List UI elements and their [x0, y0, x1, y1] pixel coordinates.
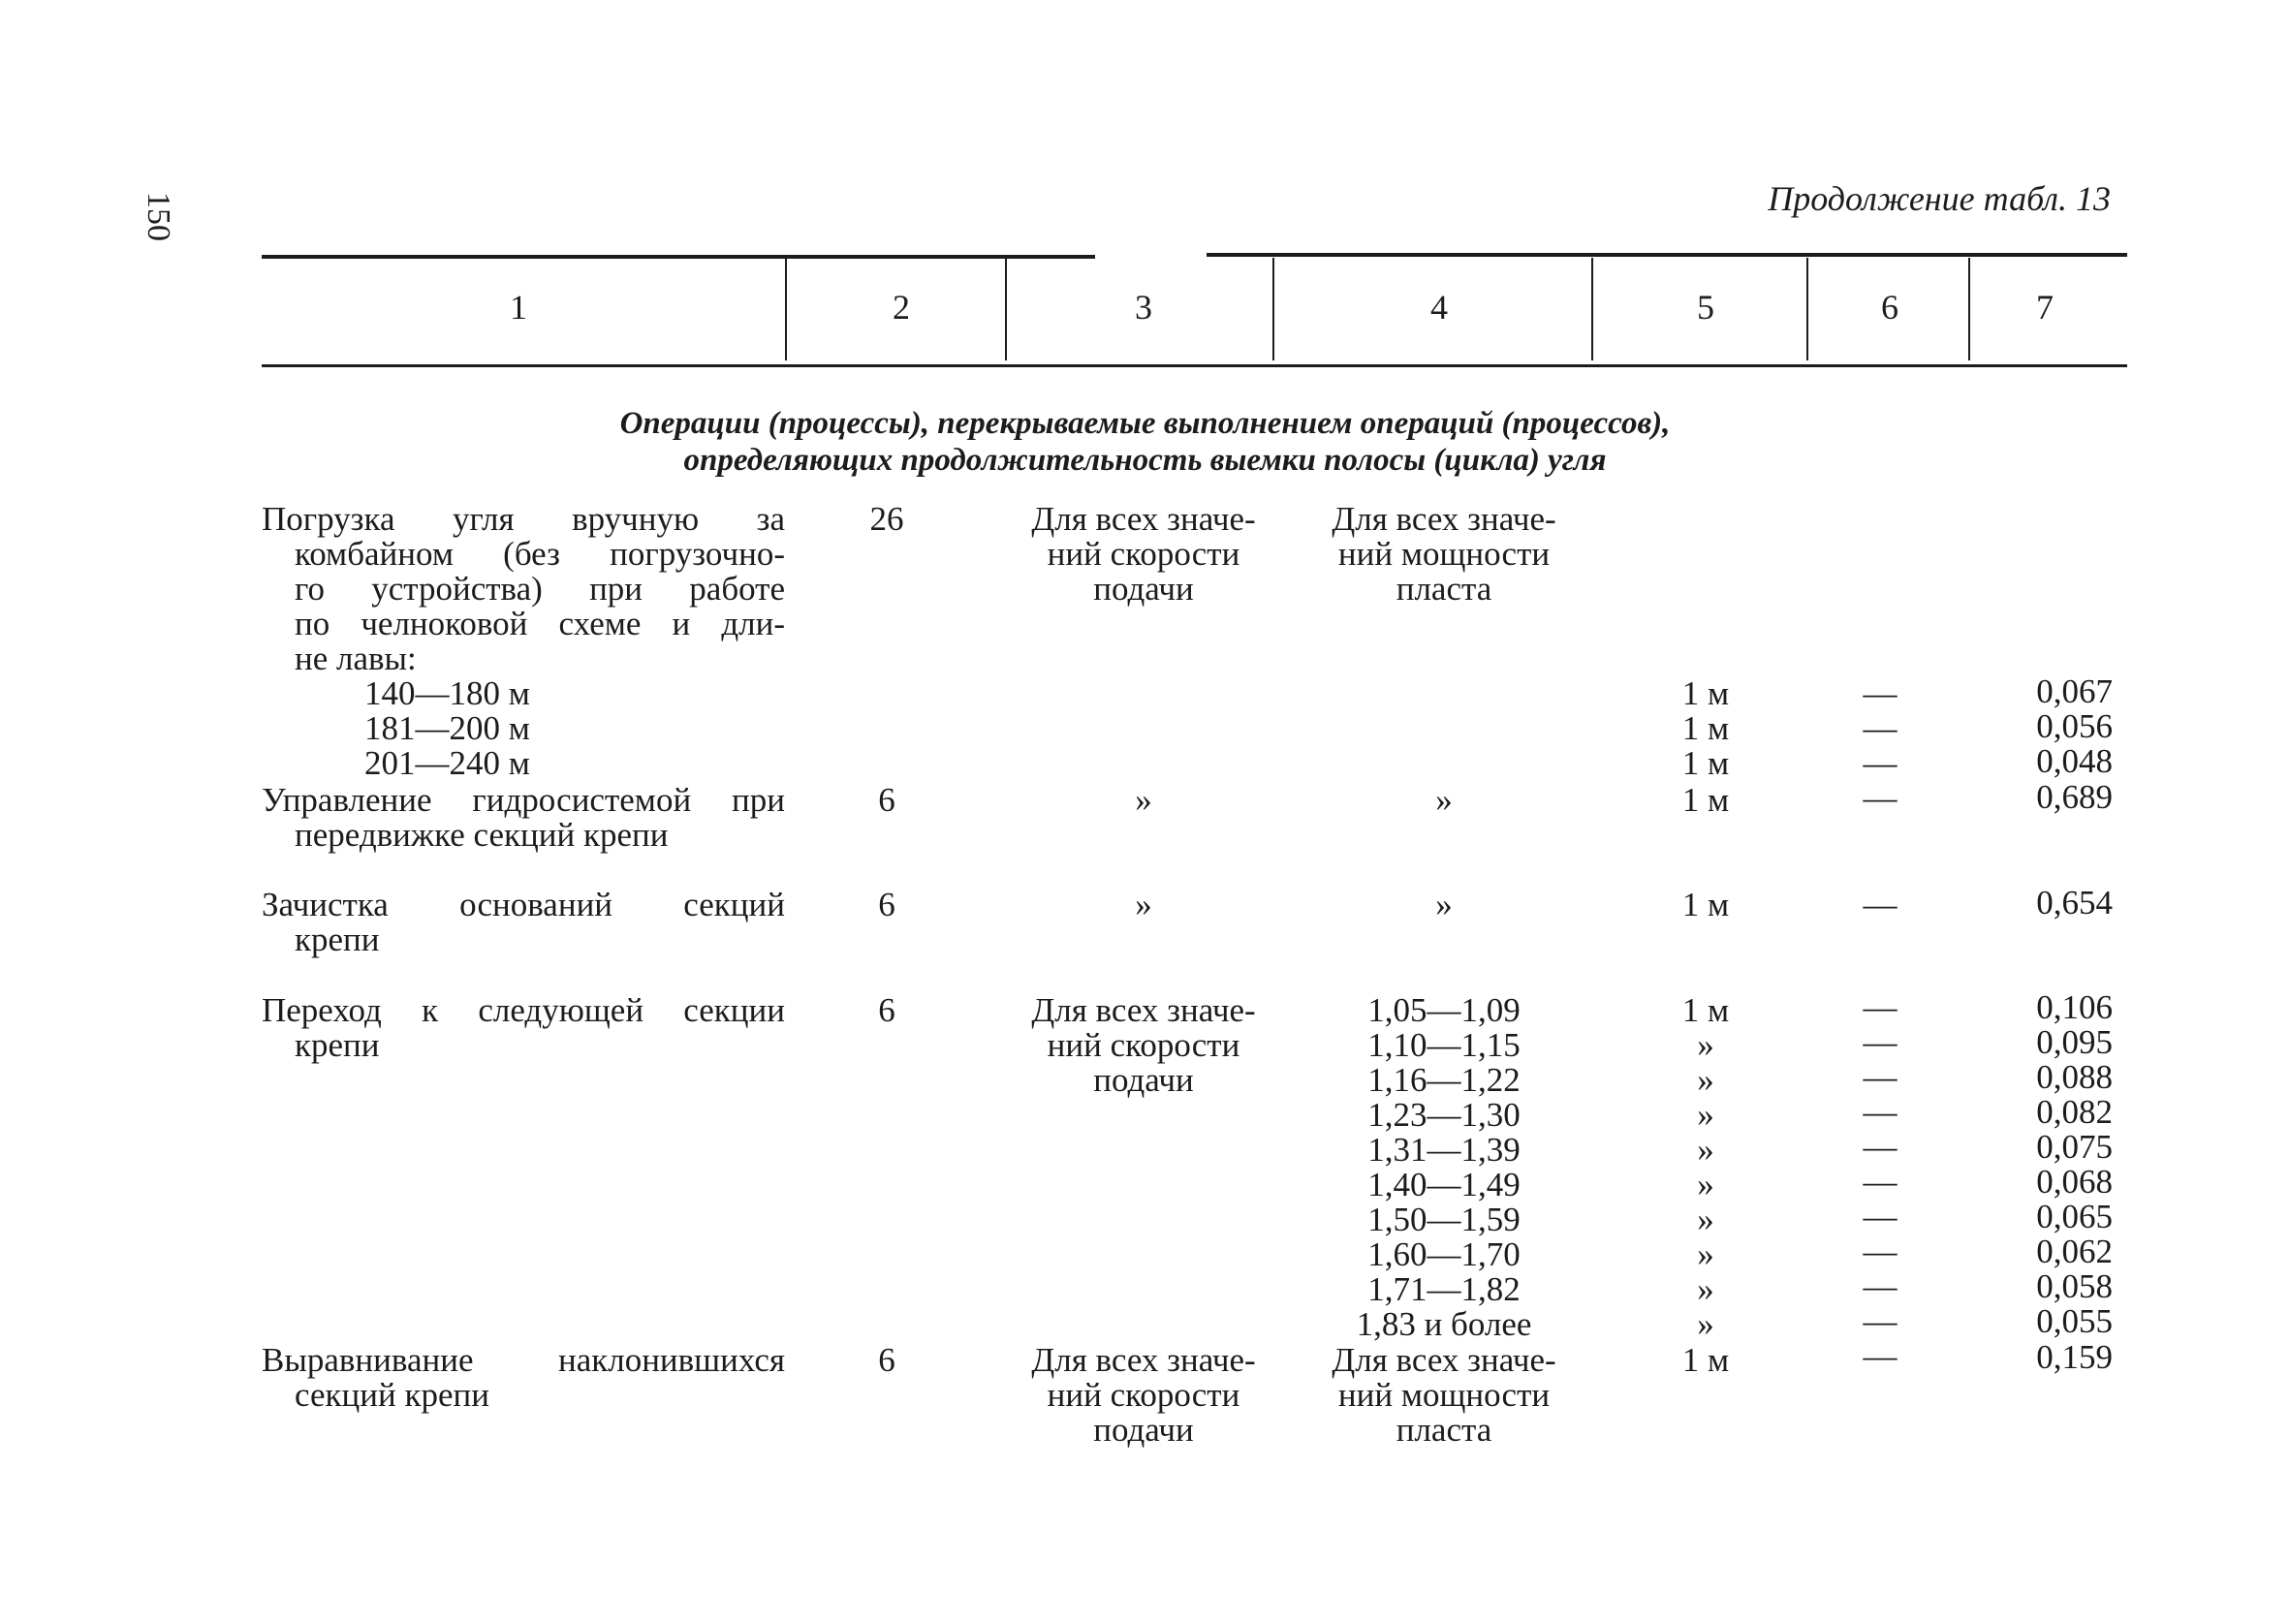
- cell-line: Для всех значе-: [1031, 991, 1256, 1029]
- cell-line: 0,075: [2036, 1128, 2113, 1166]
- column-header-5: 5: [1697, 288, 1714, 327]
- cell-col4: [1299, 502, 1589, 607]
- cell-line: 0,065: [2036, 1198, 2113, 1235]
- section-title-line: определяющих продолжительность выемки полосы (цикла) угля: [683, 443, 1607, 478]
- cell-line: —: [1863, 1023, 1898, 1061]
- cell-line: 0,068: [2036, 1163, 2113, 1201]
- cell-line: »: [1697, 1131, 1714, 1169]
- cell-line: 1 м: [1681, 709, 1730, 747]
- cell-line: 1 м: [1681, 991, 1730, 1029]
- cell-line: 1,16—1,22: [1367, 1061, 1521, 1099]
- cell-line: Для всех значе-: [1332, 500, 1556, 538]
- seam-thickness-list: [1299, 993, 1589, 1342]
- cell-line: 1,31—1,39: [1367, 1131, 1521, 1169]
- cell-line: —: [1863, 1267, 1898, 1305]
- cell-col5: 1 м: [1681, 781, 1730, 819]
- cell-line: 1,05—1,09: [1367, 991, 1521, 1029]
- operation-text-line: го устройства) при работе: [295, 570, 785, 608]
- cell-col4: »: [1435, 781, 1453, 819]
- cell-line: 1,23—1,30: [1367, 1096, 1521, 1134]
- cell-line: 1,40—1,49: [1367, 1166, 1521, 1203]
- cell-line: пласта: [1396, 570, 1492, 608]
- operation-text-line: Выравнивание наклонившихся: [262, 1341, 785, 1379]
- cell-col3: [998, 502, 1289, 607]
- cell-line: ний мощности: [1337, 535, 1551, 573]
- cell-col7: 0,159: [2036, 1338, 2113, 1376]
- face-length-list: [364, 676, 530, 781]
- cell-line: »: [1697, 1270, 1714, 1308]
- cell-line: ний скорости: [1047, 1376, 1240, 1414]
- operation-text-line: не лавы:: [295, 640, 417, 677]
- header-top-rule-right: [1207, 253, 2127, 257]
- cell-line: —: [1863, 1198, 1898, 1235]
- face-length-item: 181—200 м: [364, 709, 530, 747]
- cell-line: 1,71—1,82: [1367, 1270, 1521, 1308]
- cell-line: »: [1697, 1166, 1714, 1203]
- cell-col2: 6: [878, 781, 895, 819]
- cell-col3: »: [1135, 781, 1152, 819]
- cell-line: —: [1863, 1302, 1898, 1340]
- header-divider: [1591, 258, 1593, 360]
- cell-line: »: [1697, 1026, 1714, 1064]
- operation-move-to-next-section: [262, 993, 785, 1063]
- column-header-4: 4: [1430, 288, 1448, 327]
- cell-line: 1 м: [1681, 674, 1730, 712]
- operation-text-line: Погрузка угля вручную за: [262, 500, 785, 538]
- cell-col4: »: [1435, 886, 1453, 923]
- column-header-7: 7: [2036, 288, 2054, 327]
- cell-col4: [1299, 1343, 1589, 1448]
- cell-line: пласта: [1396, 1411, 1492, 1449]
- cell-line: 0,095: [2036, 1023, 2113, 1061]
- cell-col5: 1 м: [1681, 886, 1730, 923]
- cell-line: »: [1697, 1096, 1714, 1134]
- cell-line: Для всех значе-: [1031, 500, 1256, 538]
- cell-col6: —: [1863, 886, 1898, 923]
- cell-col7: [1987, 990, 2113, 1339]
- cell-col3: [998, 1343, 1289, 1448]
- header-divider: [1005, 258, 1007, 360]
- operation-text-line: крепи: [295, 1026, 380, 1064]
- cell-col5: [1647, 993, 1764, 1342]
- operation-text-line: по челноковой схеме и дли-: [295, 605, 785, 642]
- cell-line: »: [1697, 1235, 1714, 1273]
- face-length-item: 201—240 м: [364, 744, 530, 782]
- cell-col2: 6: [878, 1341, 895, 1379]
- cell-line: ний скорости: [1047, 1026, 1240, 1064]
- cell-col6: [1841, 990, 1919, 1339]
- cell-line: 0,067: [2036, 672, 2113, 710]
- operation-hydraulic-control: [262, 783, 785, 853]
- cell-col7: [1987, 674, 2113, 779]
- cell-col6: —: [1863, 779, 1898, 817]
- cell-line: »: [1697, 1305, 1714, 1343]
- cell-line: 0,055: [2036, 1302, 2113, 1340]
- face-length-item: 140—180 м: [364, 674, 530, 712]
- cell-line: 1,83 и более: [1356, 1305, 1532, 1343]
- cell-line: »: [1697, 1201, 1714, 1238]
- section-title: [0, 405, 2290, 479]
- cell-line: 1,10—1,15: [1367, 1026, 1521, 1064]
- page-number: 150: [141, 192, 176, 241]
- cell-line: 0,056: [2036, 707, 2113, 745]
- cell-line: подачи: [1093, 570, 1194, 608]
- operation-text-line: Зачистка оснований секций: [262, 886, 785, 923]
- operation-text-line: крепи: [295, 921, 380, 958]
- column-header-2: 2: [893, 288, 910, 327]
- header-bottom-rule: [262, 364, 2127, 367]
- cell-line: Для всех значе-: [1332, 1341, 1556, 1379]
- cell-line: ний скорости: [1047, 535, 1240, 573]
- table-continuation-caption: Продолжение табл. 13: [1768, 179, 2111, 218]
- section-title-line: Операции (процессы), перекрываемые выполнением операций (процессов),: [619, 406, 1671, 441]
- cell-line: Для всех значе-: [1031, 1341, 1256, 1379]
- operation-text-line: секций крепи: [295, 1376, 489, 1414]
- cell-line: —: [1863, 709, 1898, 747]
- operation-loading-coal: [262, 502, 785, 676]
- header-top-rule-left: [262, 255, 1095, 259]
- cell-col6: [1841, 676, 1919, 781]
- cell-col6: —: [1863, 1337, 1898, 1375]
- cell-col5: 1 м: [1681, 1341, 1730, 1379]
- cell-line: —: [1863, 1093, 1898, 1131]
- header-divider: [785, 258, 787, 360]
- cell-line: 1 м: [1681, 744, 1730, 782]
- cell-line: —: [1863, 1163, 1898, 1201]
- cell-line: 0,088: [2036, 1058, 2113, 1096]
- cell-line: 0,062: [2036, 1233, 2113, 1270]
- cell-line: 1,60—1,70: [1367, 1235, 1521, 1273]
- cell-col5: [1647, 676, 1764, 781]
- cell-line: —: [1863, 1058, 1898, 1096]
- cell-line: 0,106: [2036, 988, 2113, 1026]
- cell-line: 0,082: [2036, 1093, 2113, 1131]
- cell-line: —: [1863, 1233, 1898, 1270]
- cell-line: »: [1697, 1061, 1714, 1099]
- header-divider: [1968, 258, 1970, 360]
- cell-line: 0,048: [2036, 742, 2113, 780]
- header-divider: [1806, 258, 1808, 360]
- cell-line: —: [1863, 988, 1898, 1026]
- header-divider: [1272, 258, 1274, 360]
- cell-line: подачи: [1093, 1411, 1194, 1449]
- operation-text-line: передвижке секций крепи: [295, 816, 669, 854]
- operation-text-line: Управление гидросистемой при: [262, 781, 785, 819]
- column-header-3: 3: [1135, 288, 1152, 327]
- cell-col3: »: [1135, 886, 1152, 923]
- cell-line: подачи: [1093, 1061, 1194, 1099]
- operation-align-tilted-sections: [262, 1343, 785, 1413]
- cell-col7: 0,654: [2036, 884, 2113, 921]
- cell-line: 1,50—1,59: [1367, 1201, 1521, 1238]
- column-header-6: 6: [1881, 288, 1898, 327]
- cell-line: —: [1863, 744, 1898, 782]
- cell-col7: 0,689: [2036, 778, 2113, 816]
- column-header-1: 1: [510, 288, 527, 327]
- cell-col2: 26: [869, 500, 904, 538]
- operation-cleaning-bases: [262, 888, 785, 957]
- cell-line: —: [1863, 1128, 1898, 1166]
- cell-line: —: [1863, 674, 1898, 712]
- cell-line: 0,058: [2036, 1267, 2113, 1305]
- operation-text-line: комбайном (без погрузочно-: [295, 535, 785, 573]
- operation-text-line: Переход к следующей секции: [262, 991, 785, 1029]
- cell-col2: 6: [878, 886, 895, 923]
- cell-line: ний мощности: [1337, 1376, 1551, 1414]
- cell-col3: [998, 993, 1289, 1098]
- cell-col2: 6: [878, 991, 895, 1029]
